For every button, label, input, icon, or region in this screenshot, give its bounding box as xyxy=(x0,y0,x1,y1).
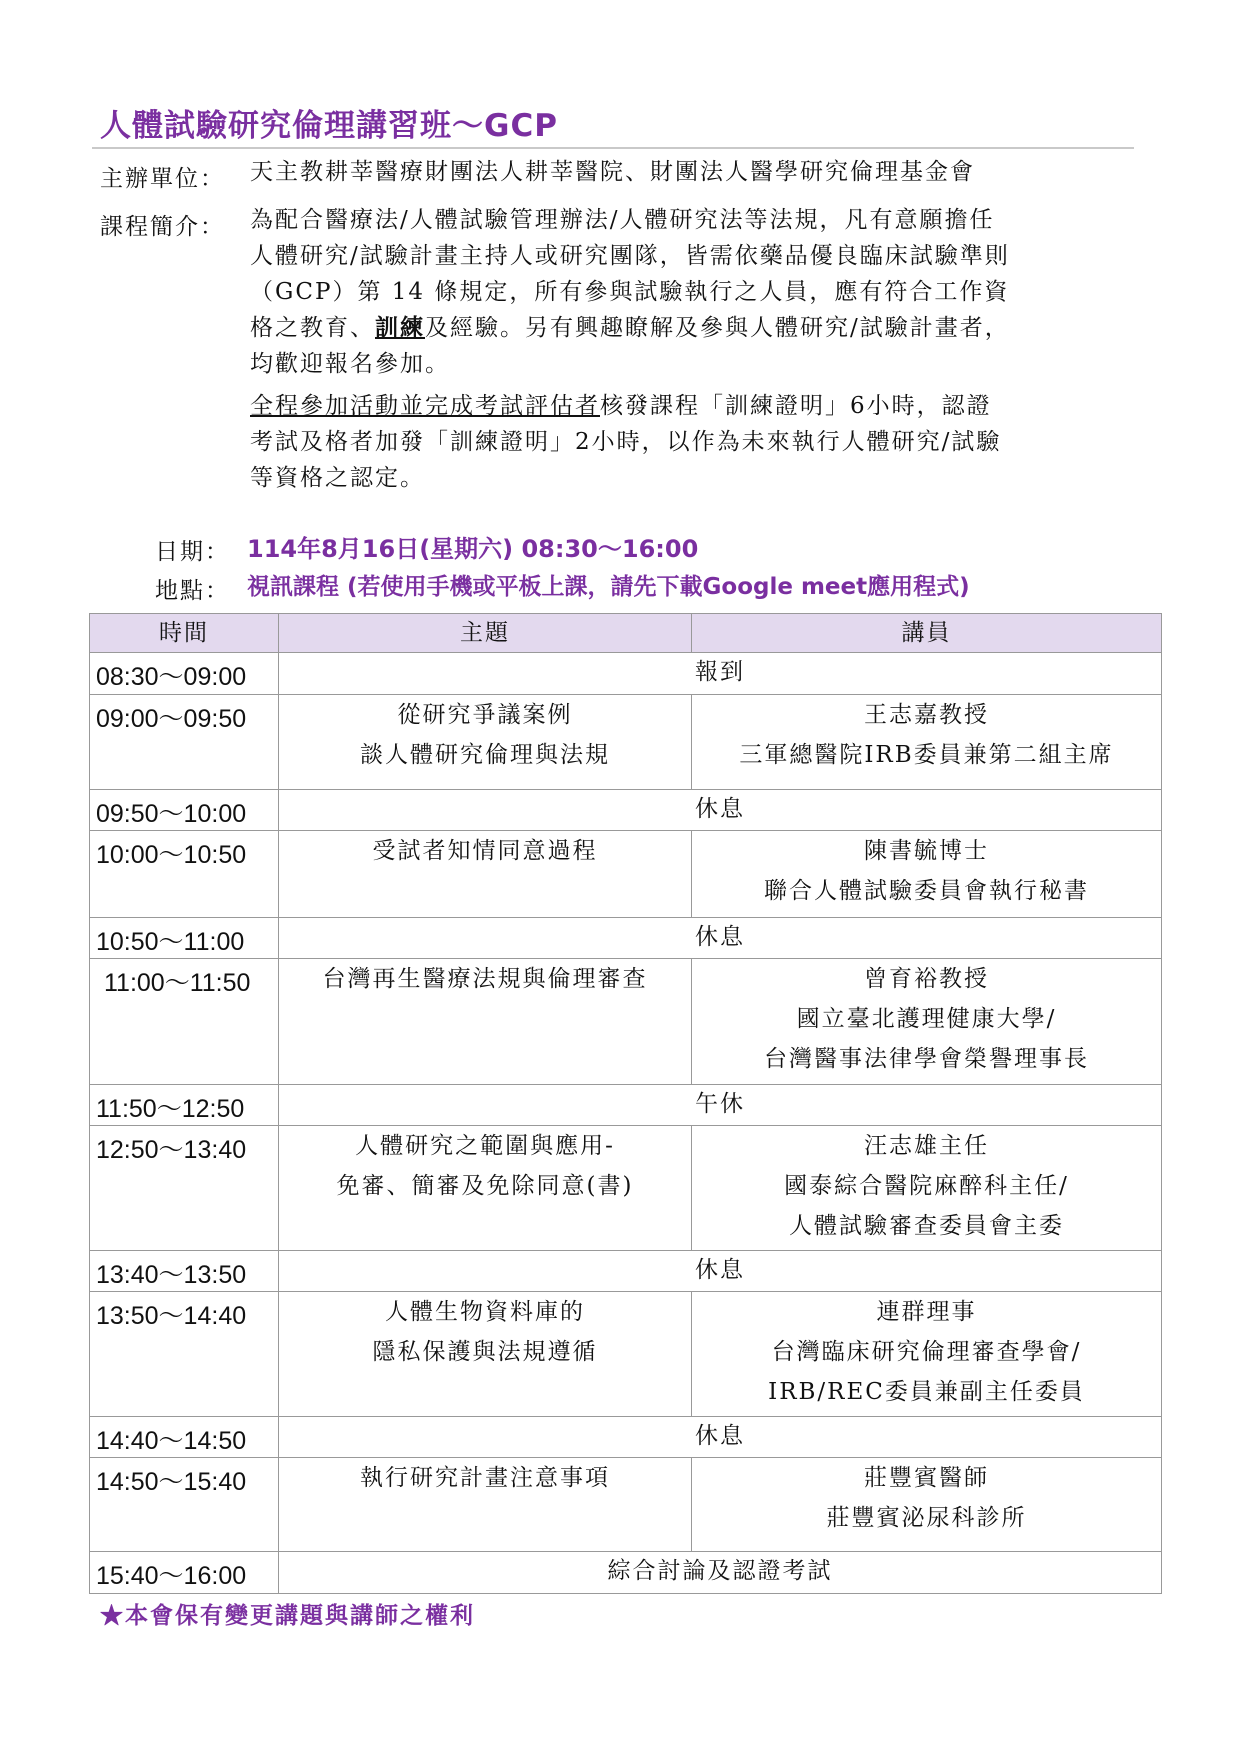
column-header: 主題 xyxy=(279,614,692,653)
topic-line: 人體研究之範圍與應用- xyxy=(355,1133,615,1159)
intro-line: （GCP）第 14 條規定，所有參與試驗執行之人員，應有符合工作資 xyxy=(250,279,1010,305)
speaker-cell xyxy=(692,959,1162,1085)
speaker-cell xyxy=(692,695,1162,790)
table-row xyxy=(90,1552,1162,1594)
time-cell: 09:00～09:50 xyxy=(90,695,279,790)
speaker-cell xyxy=(692,831,1162,918)
organizer-value: 天主教耕莘醫療財團法人耕莘醫院、財團法人醫學研究倫理基金會 xyxy=(250,159,975,185)
speaker-cell xyxy=(692,1126,1162,1251)
topic-line: 談人體研究倫理與法規 xyxy=(360,742,610,768)
intro-underlined: 訓練 xyxy=(375,314,425,341)
table-row xyxy=(90,790,1162,831)
time-cell: 10:00～10:50 xyxy=(90,831,279,918)
full-cell: 休息 xyxy=(279,918,1162,959)
column-header: 講員 xyxy=(692,614,1162,653)
speaker-line: 陳書毓博士 xyxy=(864,838,989,864)
speaker-line: 莊豐賓醫師 xyxy=(864,1465,989,1491)
intro-line xyxy=(250,388,1130,424)
intro-line: 等資格之認定。 xyxy=(250,465,425,491)
topic-cell xyxy=(279,1126,692,1251)
topic-line: 台灣再生醫療法規與倫理審查 xyxy=(322,966,648,992)
location-value: 視訊課程 (若使用手機或平板上課，請先下載Google meet應用程式) xyxy=(247,574,970,600)
table-row xyxy=(90,959,1162,1085)
column-header: 時間 xyxy=(90,614,279,653)
topic-line: 執行研究計畫注意事項 xyxy=(360,1465,610,1491)
full-cell: 休息 xyxy=(279,1417,1162,1458)
page-title: 人體試驗研究倫理講習班～GCP xyxy=(100,108,558,144)
full-cell: 休息 xyxy=(279,1251,1162,1292)
intro-line xyxy=(250,310,1130,346)
speaker-line: 台灣臨床研究倫理審查學會/ xyxy=(771,1339,1082,1365)
date-value: 114年8月16日(星期六) 08:30～16:00 xyxy=(247,535,699,563)
intro-text-span: 及經驗。另有興趣瞭解及參與人體研究/試驗計畫者， xyxy=(425,315,1010,341)
topic-cell xyxy=(279,1292,692,1417)
full-cell: 綜合討論及認證考試 xyxy=(279,1552,1162,1594)
time-cell: 10:50～11:00 xyxy=(90,918,279,959)
speaker-cell xyxy=(692,1458,1162,1552)
table-row xyxy=(90,831,1162,918)
table-row xyxy=(90,1292,1162,1417)
table-row xyxy=(90,918,1162,959)
time-cell: 13:50～14:40 xyxy=(90,1292,279,1417)
time-cell: 11:50～12:50 xyxy=(90,1085,279,1126)
topic-line: 隱私保護與法規遵循 xyxy=(372,1339,598,1365)
time-cell: 11:00～11:50 xyxy=(90,959,279,1085)
table-header-row xyxy=(90,614,1162,653)
intro-line: 人體研究/試驗計畫主持人或研究團隊，皆需依藥品優良臨床試驗準則 xyxy=(250,243,1010,269)
speaker-line: 汪志雄主任 xyxy=(864,1133,989,1159)
full-cell: 午休 xyxy=(279,1085,1162,1126)
table-row xyxy=(90,1458,1162,1552)
intro-text-span: 核發課程「訓練證明」6小時，認證 xyxy=(600,393,992,419)
time-cell: 12:50～13:40 xyxy=(90,1126,279,1251)
speaker-line: 王志嘉教授 xyxy=(864,702,989,728)
time-cell: 14:50～15:40 xyxy=(90,1458,279,1552)
intro-underlined: 全程參加活動並完成考試評估者 xyxy=(250,393,600,419)
speaker-line: IRB/REC委員兼副主任委員 xyxy=(768,1379,1085,1405)
time-cell: 08:30～09:00 xyxy=(90,653,279,695)
organizer-label: 主辦單位： xyxy=(100,166,225,192)
intro-text xyxy=(250,202,1130,496)
speaker-cell xyxy=(692,1292,1162,1417)
full-cell: 休息 xyxy=(279,790,1162,831)
intro-label: 課程簡介： xyxy=(100,214,225,240)
topic-cell xyxy=(279,831,692,918)
schedule-table xyxy=(89,613,1162,1594)
speaker-line: 國泰綜合醫院麻醉科主任/ xyxy=(784,1173,1069,1199)
topic-line: 免審、簡審及免除同意(書) xyxy=(336,1173,634,1199)
footnote: ★本會保有變更講題與講師之權利 xyxy=(100,1602,475,1629)
table-row xyxy=(90,1085,1162,1126)
intro-line: 考試及格者加發「訓練證明」2小時，以作為未來執行人體研究/試驗 xyxy=(250,429,1002,455)
time-cell: 09:50～10:00 xyxy=(90,790,279,831)
speaker-line: 人體試驗審查委員會主委 xyxy=(789,1213,1064,1239)
speaker-line: 台灣醫事法律學會榮譽理事長 xyxy=(764,1046,1089,1072)
speaker-line: 聯合人體試驗委員會執行秘書 xyxy=(764,878,1089,904)
intro-text-span: 格之教育、 xyxy=(250,315,375,341)
topic-line: 從研究爭議案例 xyxy=(397,702,573,728)
time-cell: 15:40～16:00 xyxy=(90,1552,279,1594)
location-label: 地點： xyxy=(155,578,230,604)
topic-cell xyxy=(279,959,692,1085)
table-row xyxy=(90,695,1162,790)
full-cell: 報到 xyxy=(279,653,1162,695)
table-row xyxy=(90,1417,1162,1458)
speaker-line: 連群理事 xyxy=(876,1299,977,1325)
speaker-line: 三軍總醫院IRB委員兼第二組主席 xyxy=(739,742,1114,768)
intro-line: 為配合醫療法/人體試驗管理辦法/人體研究法等法規，凡有意願擔任 xyxy=(250,207,995,233)
date-label: 日期： xyxy=(155,539,230,565)
table-row xyxy=(90,1126,1162,1251)
time-cell: 13:40～13:50 xyxy=(90,1251,279,1292)
time-cell: 14:40～14:50 xyxy=(90,1417,279,1458)
topic-cell xyxy=(279,1458,692,1552)
speaker-line: 曾育裕教授 xyxy=(864,966,989,992)
title-divider xyxy=(92,147,1134,149)
intro-line: 均歡迎報名參加。 xyxy=(250,351,450,377)
topic-line: 受試者知情同意過程 xyxy=(372,838,598,864)
topic-line: 人體生物資料庫的 xyxy=(385,1299,585,1325)
table-row xyxy=(90,1251,1162,1292)
table-row xyxy=(90,653,1162,695)
topic-cell xyxy=(279,695,692,790)
speaker-line: 國立臺北護理健康大學/ xyxy=(796,1006,1057,1032)
speaker-line: 莊豐賓泌尿科診所 xyxy=(826,1505,1027,1531)
